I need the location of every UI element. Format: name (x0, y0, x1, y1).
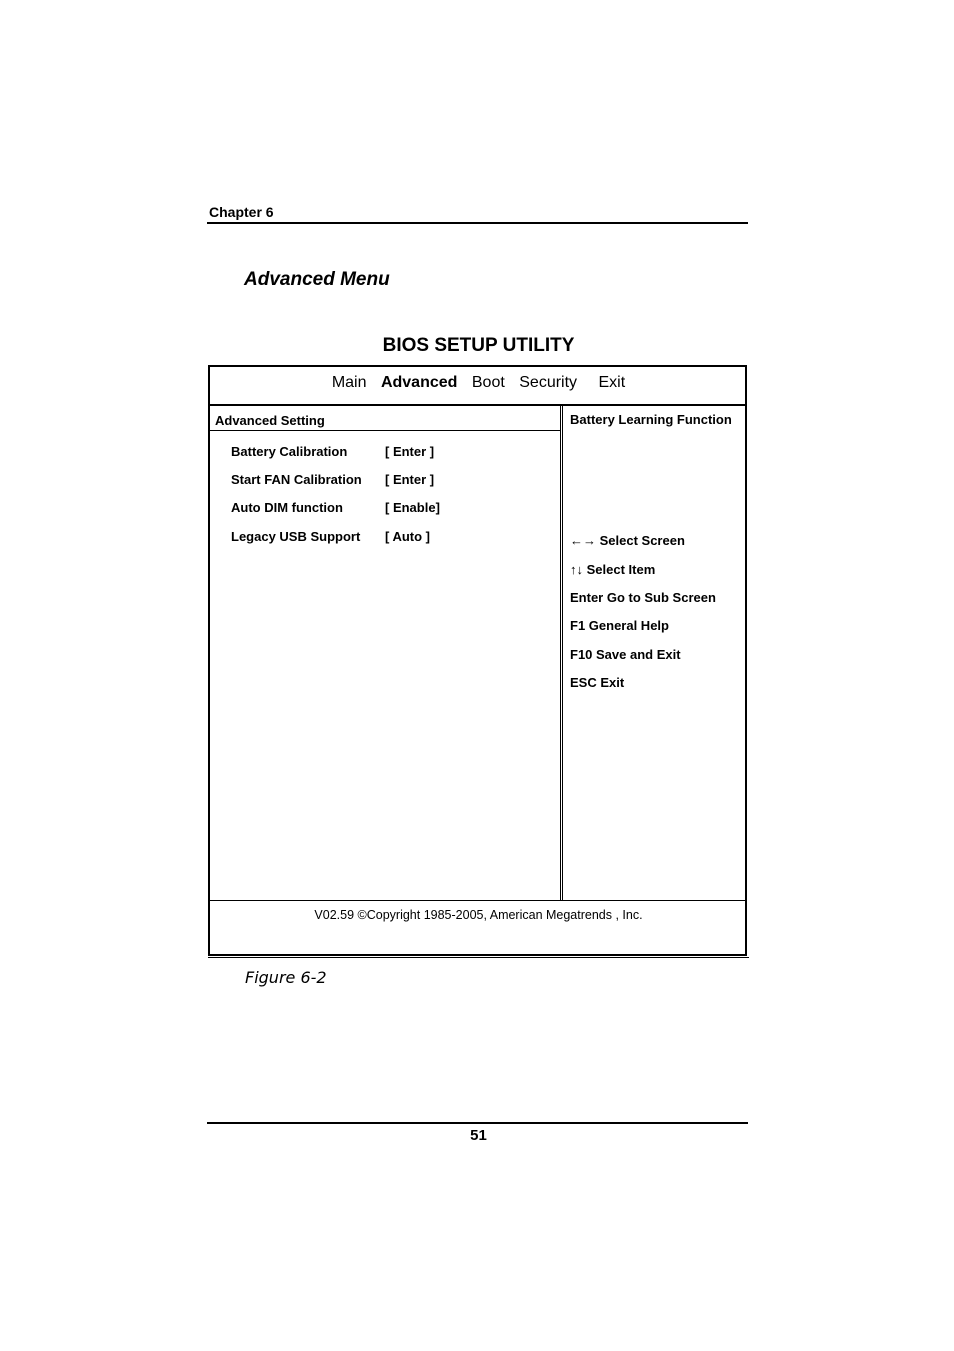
key-hint-sub-screen: Enter Go to Sub Screen (570, 590, 716, 605)
bios-frame-double-line (208, 957, 749, 958)
setting-value-auto-dim[interactable]: [ Enable] (385, 500, 440, 515)
bios-menu-bar (210, 374, 747, 392)
menu-bar-divider (210, 404, 747, 406)
copyright-text: V02.59 ©Copyright 1985-2005, American Megatrends , Inc. (314, 908, 643, 922)
key-hint-save-exit: F10 Save and Exit (570, 647, 681, 662)
menu-tab-advanced[interactable]: Advanced (380, 374, 458, 391)
setting-label-start-fan-calibration[interactable]: Start FAN Calibration (231, 472, 362, 487)
settings-heading: Advanced Setting (215, 413, 325, 428)
menu-tab-exit[interactable]: Exit (598, 374, 626, 391)
setting-value-start-fan-calibration[interactable]: [ Enter ] (385, 472, 435, 487)
menu-tab-security[interactable]: Security (519, 374, 578, 391)
settings-heading-underline (210, 430, 560, 431)
setting-label-legacy-usb[interactable]: Legacy USB Support (231, 529, 361, 544)
figure-caption: Figure 6-2 (245, 968, 327, 987)
setting-value-legacy-usb[interactable]: [ Auto ] (385, 529, 430, 544)
menu-tab-main[interactable]: Main (331, 374, 367, 391)
panel-divider (560, 405, 561, 901)
setting-label-battery-calibration[interactable]: Battery Calibration (231, 444, 348, 459)
setting-value-battery-calibration[interactable]: [ Enter ] (385, 444, 435, 459)
key-hint-esc-exit: ESC Exit (570, 675, 625, 690)
panel-divider-inner (562, 405, 563, 901)
bios-title: BIOS SETUP UTILITY (382, 335, 575, 356)
menu-tab-boot[interactable]: Boot (471, 374, 505, 391)
footer-rule (207, 1122, 748, 1124)
key-hint-select-item: ↑↓ Select Item (570, 562, 656, 577)
header-rule (207, 222, 748, 224)
page-number: 51 (470, 1127, 487, 1144)
key-hint-general-help: F1 General Help (570, 618, 669, 633)
setting-label-auto-dim[interactable]: Auto DIM function (231, 500, 343, 515)
section-title: Advanced Menu (244, 269, 390, 290)
footer-divider (210, 900, 747, 901)
chapter-label: Chapter 6 (209, 204, 274, 220)
key-hint-select-screen: ←→ Select Screen (570, 533, 685, 548)
help-title: Battery Learning Function (570, 412, 732, 427)
